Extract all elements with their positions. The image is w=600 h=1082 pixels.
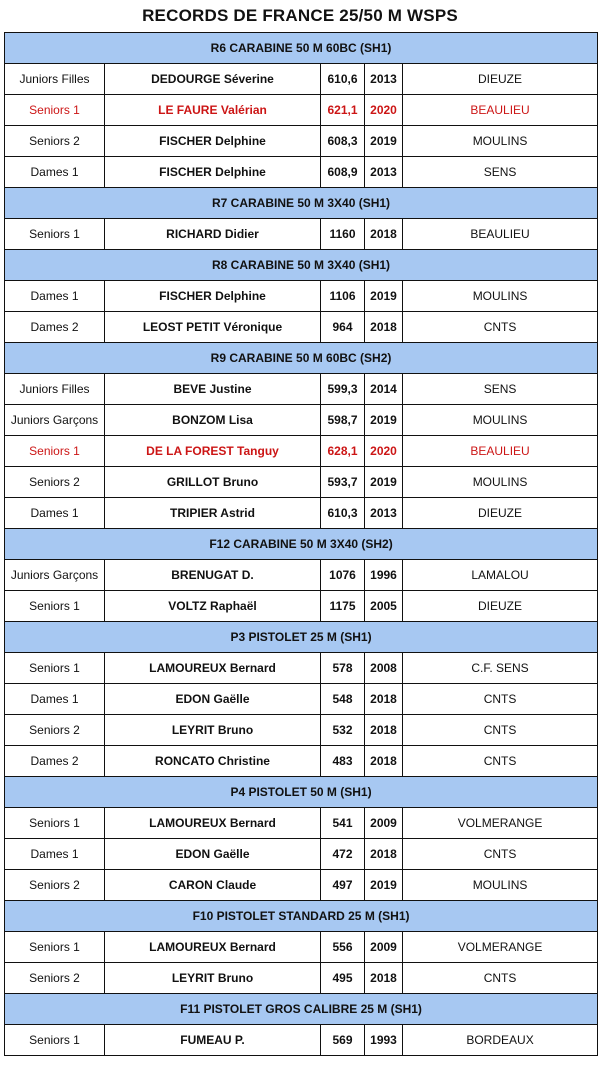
category-cell: Juniors Garçons [5,405,105,436]
year-cell: 2014 [365,374,403,405]
section-title: R8 CARABINE 50 M 3X40 (SH1) [5,250,598,281]
record-row [5,157,598,188]
athlete-name-cell: FISCHER Delphine [105,281,321,312]
category-cell: Seniors 2 [5,870,105,901]
section-header-row [5,343,598,374]
score-cell: 556 [321,932,365,963]
athlete-name-cell: BRENUGAT D. [105,560,321,591]
year-cell: 2018 [365,963,403,994]
page-title: RECORDS DE FRANCE 25/50 M WSPS [142,6,458,25]
record-row [5,126,598,157]
place-cell: CNTS [403,746,598,777]
year-cell: 1996 [365,560,403,591]
score-cell: 608,3 [321,126,365,157]
year-cell: 2020 [365,95,403,126]
athlete-name-cell: BEVE Justine [105,374,321,405]
section-title: F10 PISTOLET STANDARD 25 M (SH1) [5,901,598,932]
section-header-row [5,901,598,932]
year-cell: 2019 [365,870,403,901]
score-cell: 593,7 [321,467,365,498]
year-cell: 2018 [365,219,403,250]
record-row [5,498,598,529]
place-cell: BEAULIEU [403,436,598,467]
record-row [5,839,598,870]
place-cell: BORDEAUX [403,1025,598,1056]
category-cell: Seniors 2 [5,467,105,498]
category-cell: Seniors 1 [5,219,105,250]
score-cell: 964 [321,312,365,343]
category-cell: Seniors 2 [5,963,105,994]
place-cell: SENS [403,374,598,405]
section-title: R7 CARABINE 50 M 3X40 (SH1) [5,188,598,219]
year-cell: 2009 [365,808,403,839]
year-cell: 2013 [365,498,403,529]
athlete-name-cell: EDON Gaëlle [105,839,321,870]
year-cell: 2018 [365,839,403,870]
category-cell: Dames 2 [5,746,105,777]
athlete-name-cell: RICHARD Didier [105,219,321,250]
score-cell: 598,7 [321,405,365,436]
score-cell: 610,3 [321,498,365,529]
year-cell: 2019 [365,405,403,436]
category-cell: Seniors 1 [5,1025,105,1056]
athlete-name-cell: LE FAURE Valérian [105,95,321,126]
category-cell: Seniors 1 [5,932,105,963]
category-cell: Seniors 2 [5,715,105,746]
record-row [5,374,598,405]
year-cell: 2019 [365,281,403,312]
category-cell: Dames 2 [5,312,105,343]
record-row [5,870,598,901]
score-cell: 541 [321,808,365,839]
score-cell: 1106 [321,281,365,312]
section-header-row [5,777,598,808]
athlete-name-cell: DE LA FOREST Tanguy [105,436,321,467]
score-cell: 1160 [321,219,365,250]
category-cell: Juniors Filles [5,374,105,405]
place-cell: BEAULIEU [403,219,598,250]
category-cell: Dames 1 [5,839,105,870]
record-row [5,467,598,498]
year-cell: 2013 [365,64,403,95]
place-cell: CNTS [403,312,598,343]
athlete-name-cell: FISCHER Delphine [105,157,321,188]
category-cell: Dames 1 [5,157,105,188]
place-cell: MOULINS [403,281,598,312]
athlete-name-cell: VOLTZ Raphaël [105,591,321,622]
year-cell: 2018 [365,312,403,343]
record-row [5,219,598,250]
section-title: R6 CARABINE 50 M 60BC (SH1) [5,33,598,64]
category-cell: Seniors 2 [5,126,105,157]
section-header-row [5,250,598,281]
record-row [5,808,598,839]
records-table-body [5,33,598,1056]
place-cell: CNTS [403,715,598,746]
section-header-row [5,188,598,219]
place-cell: CNTS [403,839,598,870]
athlete-name-cell: CARON Claude [105,870,321,901]
score-cell: 548 [321,684,365,715]
record-row [5,312,598,343]
score-cell: 497 [321,870,365,901]
place-cell: BEAULIEU [403,95,598,126]
record-row [5,963,598,994]
category-cell: Seniors 1 [5,653,105,684]
place-cell: VOLMERANGE [403,932,598,963]
score-cell: 628,1 [321,436,365,467]
record-row [5,405,598,436]
year-cell: 2018 [365,684,403,715]
category-cell: Juniors Garçons [5,560,105,591]
year-cell: 2019 [365,467,403,498]
record-row [5,560,598,591]
place-cell: MOULINS [403,126,598,157]
athlete-name-cell: GRILLOT Bruno [105,467,321,498]
athlete-name-cell: LEYRIT Bruno [105,963,321,994]
score-cell: 472 [321,839,365,870]
athlete-name-cell: BONZOM Lisa [105,405,321,436]
place-cell: LAMALOU [403,560,598,591]
place-cell: VOLMERANGE [403,808,598,839]
category-cell: Juniors Filles [5,64,105,95]
athlete-name-cell: DEDOURGE Séverine [105,64,321,95]
category-cell: Dames 1 [5,498,105,529]
section-header-row [5,994,598,1025]
year-cell: 2019 [365,126,403,157]
year-cell: 2020 [365,436,403,467]
score-cell: 599,3 [321,374,365,405]
section-header-row [5,622,598,653]
year-cell: 2008 [365,653,403,684]
place-cell: DIEUZE [403,64,598,95]
score-cell: 578 [321,653,365,684]
record-row [5,436,598,467]
place-cell: C.F. SENS [403,653,598,684]
section-title: P4 PISTOLET 50 M (SH1) [5,777,598,808]
score-cell: 569 [321,1025,365,1056]
athlete-name-cell: LAMOUREUX Bernard [105,808,321,839]
athlete-name-cell: LAMOUREUX Bernard [105,653,321,684]
category-cell: Seniors 1 [5,95,105,126]
section-title: F11 PISTOLET GROS CALIBRE 25 M (SH1) [5,994,598,1025]
records-table [4,32,598,1056]
category-cell: Seniors 1 [5,808,105,839]
score-cell: 1175 [321,591,365,622]
place-cell: MOULINS [403,405,598,436]
year-cell: 2005 [365,591,403,622]
place-cell: DIEUZE [403,591,598,622]
section-header-row [5,33,598,64]
place-cell: DIEUZE [403,498,598,529]
category-cell: Seniors 1 [5,591,105,622]
athlete-name-cell: LAMOUREUX Bernard [105,932,321,963]
athlete-name-cell: FUMEAU P. [105,1025,321,1056]
record-row [5,715,598,746]
year-cell: 2009 [365,932,403,963]
score-cell: 483 [321,746,365,777]
record-row [5,684,598,715]
athlete-name-cell: RONCATO Christine [105,746,321,777]
record-row [5,591,598,622]
score-cell: 1076 [321,560,365,591]
year-cell: 1993 [365,1025,403,1056]
score-cell: 610,6 [321,64,365,95]
place-cell: SENS [403,157,598,188]
category-cell: Dames 1 [5,684,105,715]
athlete-name-cell: LEOST PETIT Véronique [105,312,321,343]
section-header-row [5,529,598,560]
athlete-name-cell: TRIPIER Astrid [105,498,321,529]
record-row [5,932,598,963]
place-cell: CNTS [403,684,598,715]
record-row [5,281,598,312]
score-cell: 495 [321,963,365,994]
record-row [5,653,598,684]
section-title: F12 CARABINE 50 M 3X40 (SH2) [5,529,598,560]
category-cell: Dames 1 [5,281,105,312]
year-cell: 2018 [365,746,403,777]
record-row [5,64,598,95]
score-cell: 608,9 [321,157,365,188]
year-cell: 2018 [365,715,403,746]
category-cell: Seniors 1 [5,436,105,467]
place-cell: MOULINS [403,467,598,498]
athlete-name-cell: EDON Gaëlle [105,684,321,715]
record-row [5,95,598,126]
year-cell: 2013 [365,157,403,188]
athlete-name-cell: LEYRIT Bruno [105,715,321,746]
record-row [5,1025,598,1056]
place-cell: MOULINS [403,870,598,901]
score-cell: 621,1 [321,95,365,126]
record-row [5,746,598,777]
athlete-name-cell: FISCHER Delphine [105,126,321,157]
place-cell: CNTS [403,963,598,994]
section-title: P3 PISTOLET 25 M (SH1) [5,622,598,653]
section-title: R9 CARABINE 50 M 60BC (SH2) [5,343,598,374]
score-cell: 532 [321,715,365,746]
